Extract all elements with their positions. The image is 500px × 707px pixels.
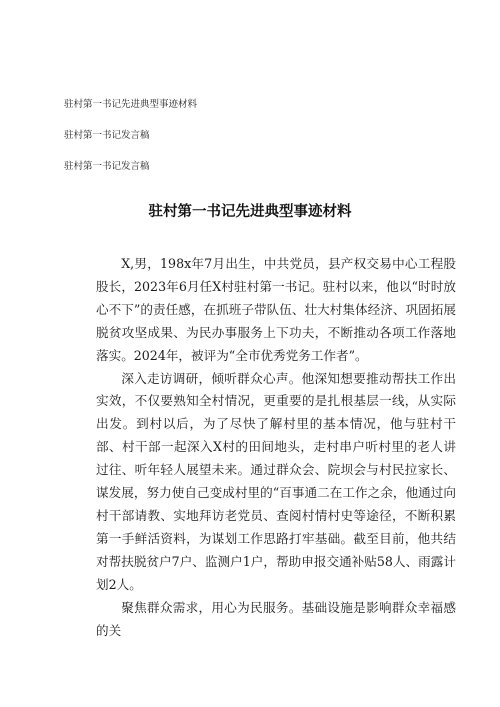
toc-item[interactable]: 驻村第一书记发言稿 xyxy=(64,161,150,172)
toc-item[interactable]: 驻村第一书记发言稿 xyxy=(64,130,150,141)
table-of-contents xyxy=(64,98,444,191)
document-body xyxy=(96,253,456,642)
body-paragraph: 聚焦群众需求，用心为民服务。基础设施是影响群众幸福感的关 xyxy=(96,599,456,638)
document-title: 驻村第一书记先进典型事迹材料 xyxy=(148,204,352,220)
toc-item[interactable]: 驻村第一书记先进典型事迹材料 xyxy=(64,99,198,110)
body-paragraph: 深入走访调研，倾听群众心声。他深知想要推动帮扶工作出实效，不仅要熟知全村情况，更重要的是扎根基层一线，从实际出发。到村以后，为了尽快了解村里的基本情况，他与驻村干部、村干部一起深入X村的田间地头，走村串户听村里的老人讲过往、听年轻人展望未来。通过群众会、院坝会与村民拉家长、谋发展，努力使自己变成村里的“百事通二在工作之余，他通过向村干部请教、实地拜访老党员、查阅村情村史等途径，不断积累第一手鲜活资料，为谋划工作思路打牢基础。截至目前，他共结对帮扶脱贫户7户、监测户1户，帮助申报交通补贴58人、雨露计划2人。 xyxy=(96,370,456,592)
body-paragraph: X,男，198x年7月出生，中共党员，县产权交易中心工程股股长，2023年6月任X村驻村第一书记。驻村以来，他以“时时放心不下”的责任感，在抓班子带队伍、壮大村集体经济、巩固拓展脱贫攻坚成果、为民办事服务上下功夫，不断推动各项工作落地落实。2024年，被评为“全市优秀党务工作者”。 xyxy=(96,256,456,363)
